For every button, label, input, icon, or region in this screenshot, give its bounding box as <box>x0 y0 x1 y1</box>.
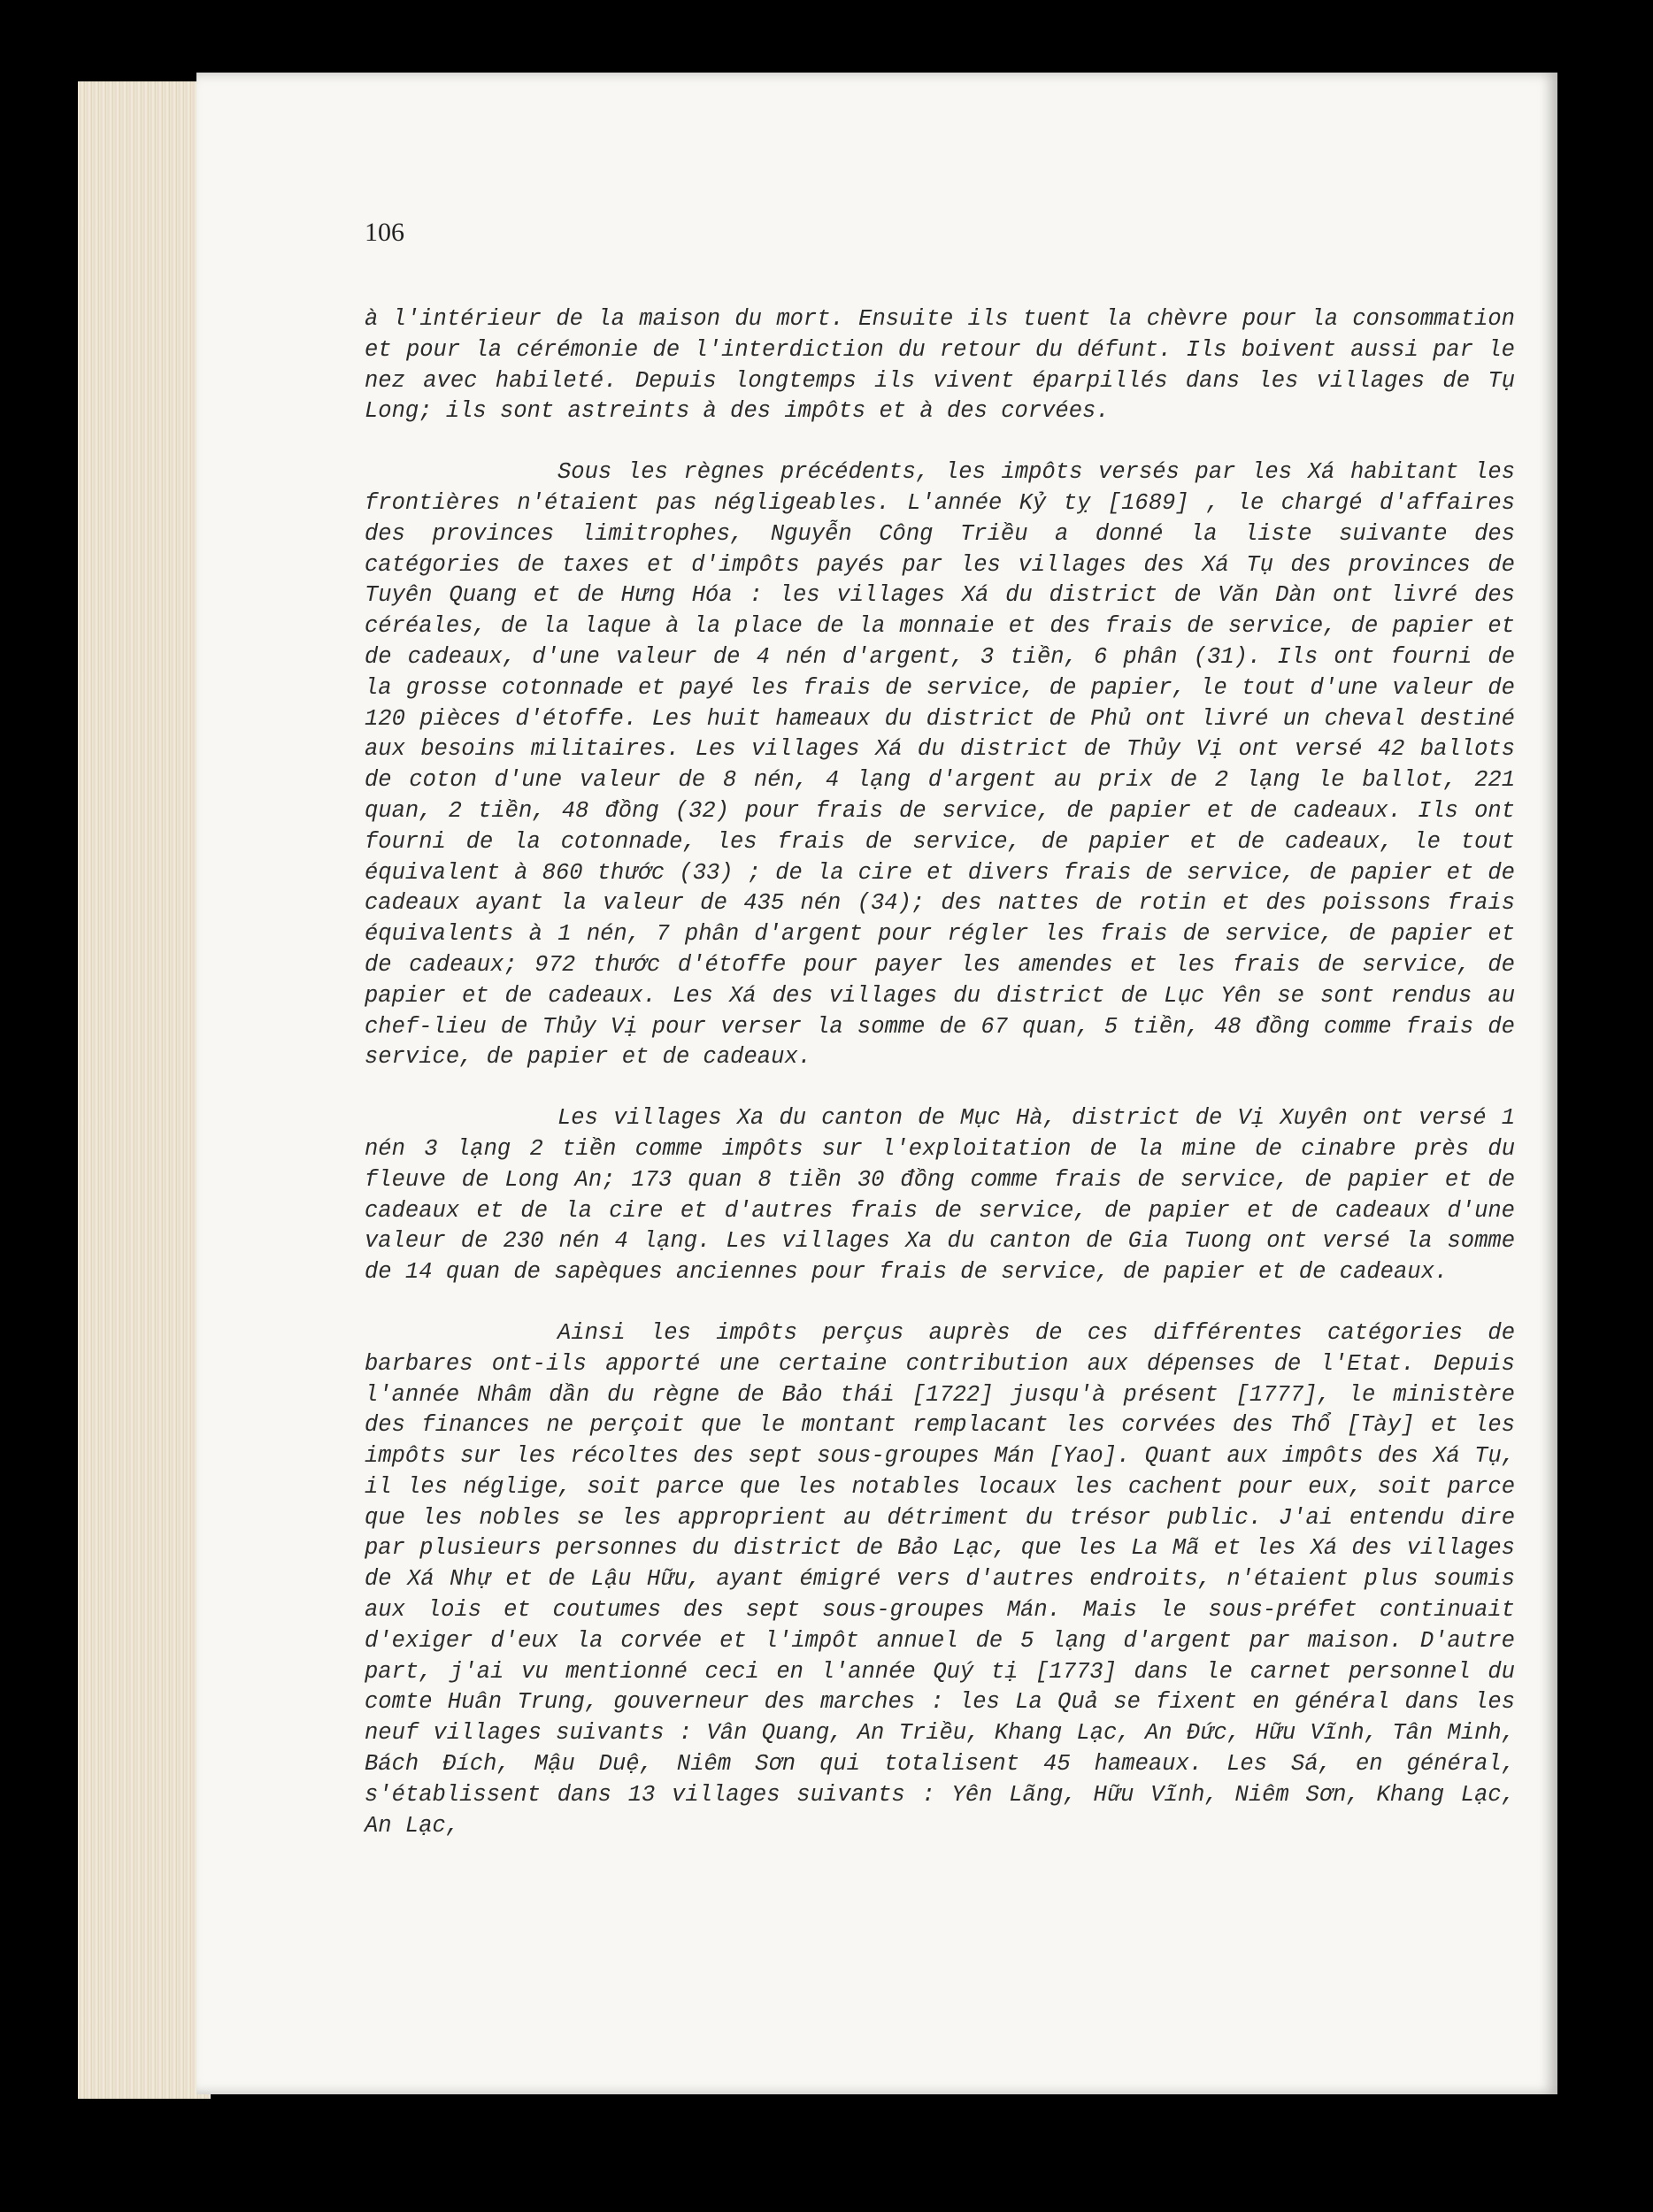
paragraph-1: à l'intérieur de la maison du mort. Ensuite ils tuent la chèvre pour la consommation et pour la cérémonie de l'interdiction du retour du défunt. Ils boivent aussi par le nez avec habileté. Depuis longtemps ils vivent éparpillés dans les villages de Tụ Long; ils sont astreints à des impôts et à des corvées. <box>365 306 1515 425</box>
body-text <box>365 304 1515 1841</box>
paragraph-2: Sous les règnes précédents, les impôts versés par les Xá habitant les frontières n'étaient pas négligeables. L'année Kỷ tỵ [1689] , le chargé d'affaires des provinces limitrophes, Nguyễn Công Triều a donné la liste suivante des catégories de taxes et d'impôts payés par les villages des Xá Tụ des provinces de Tuyên Quang et de Hưng Hóa : les villages Xá du district de Văn Dàn ont livré des céréales, de la laque à la place de la monnaie et des frais de service, de papier et de cadeaux, d'une valeur de 4 nén d'argent, 3 tiền, 6 phân (31). Ils ont fourni de la grosse cotonnade et payé les frais de service, de papier, le tout d'une valeur de 120 pièces d'étoffe. Les huit hameaux du district de Phủ ont livré un cheval destiné aux besoins militaires. Les villages Xá du district de Thủy Vị ont versé 42 ballots de coton d'une valeur de 8 nén, 4 lạng d'argent au prix de 2 lạng le ballot, 221 quan, 2 tiền, 48 đồng (32) pour frais de service, de papier et de cadeaux. Ils ont fourni de la cotonnade, les frais de service, de papier et de cadeaux, le tout équivalent à 860 thước (33) ; de la cire et divers frais de service, de papier et de cadeaux ayant la valeur de 435 nén (34); des nattes de rotin et des poissons frais équivalents à 1 nén, 7 phân d'argent pour régler les frais de service, de papier et de cadeaux; 972 thước d'étoffe pour payer les amendes et les frais de service, de papier et de cadeaux. Les Xá des villages du district de Lục Yên se sont rendus au chef-lieu de Thủy Vị pour verser la somme de 67 quan, 5 tiền, 48 đồng comme frais de service, de papier et de cadeaux. <box>365 459 1515 1071</box>
paragraph-3: Les villages Xa du canton de Mục Hà, district de Vị Xuyên ont versé 1 nén 3 lạng 2 tiền comme impôts sur l'exploitation de la mine de cinabre près du fleuve de Long An; 173 quan 8 tiền 30 đồng comme frais de service, de papier et de cadeaux et de la cire et d'autres frais de service, de papier et de cadeaux d'une valeur de 230 nén 4 lạng. Les villages Xa du canton de Gia Tuong ont versé la somme de 14 quan de sapèques anciennes pour frais de service, de papier et de cadeaux. <box>365 1105 1515 1286</box>
paragraph-4: Ainsi les impôts perçus auprès de ces différentes catégories de barbares ont-ils apporté une certaine contribution aux dépenses de l'Etat. Depuis l'année Nhâm dần du règne de Bảo thái [1722] jusqu'à présent [1777], le ministère des finances ne perçoit que le montant remplacant les corvées des Thổ [Tày] et les impôts sur les récoltes des sept sous-groupes Mán [Yao]. Quant aux impôts des Xá Tụ, il les néglige, soit parce que les notables locaux les cachent pour eux, soit parce que les nobles se les approprient au détriment du trésor public. J'ai entendu dire par plusieurs personnes du district de Bảo Lạc, que les La Mã et les Xá des villages de Xá Nhự et de Lậu Hữu, ayant émigré vers d'autres endroits, n'étaient plus soumis aux lois et coutumes des sept sous-groupes Mán. Mais le sous-préfet continuait d'exiger d'eux la corvée et l'impôt annuel de 5 lạng d'argent par maison. D'autre part, j'ai vu mentionné ceci en l'année Quý tị [1773] dans le carnet personnel du comte Huân Trung, gouverneur des marches : les La Quả se fixent en général dans les neuf villages suivants : Vân Quang, An Triều, Khang Lạc, An Đức, Hữu Vĩnh, Tân Minh, Bách Đích, Mậu Duệ, Niêm Sơn qui totalisent 45 hameaux. Les Sá, en général, s'établissent dans 13 villages suivants : Yên Lãng, Hữu Vĩnh, Niêm Sơn, Khang Lạc, An Lạc, <box>365 1319 1515 1839</box>
book-page-edges <box>78 81 211 2099</box>
page-number: 106 <box>365 218 404 247</box>
